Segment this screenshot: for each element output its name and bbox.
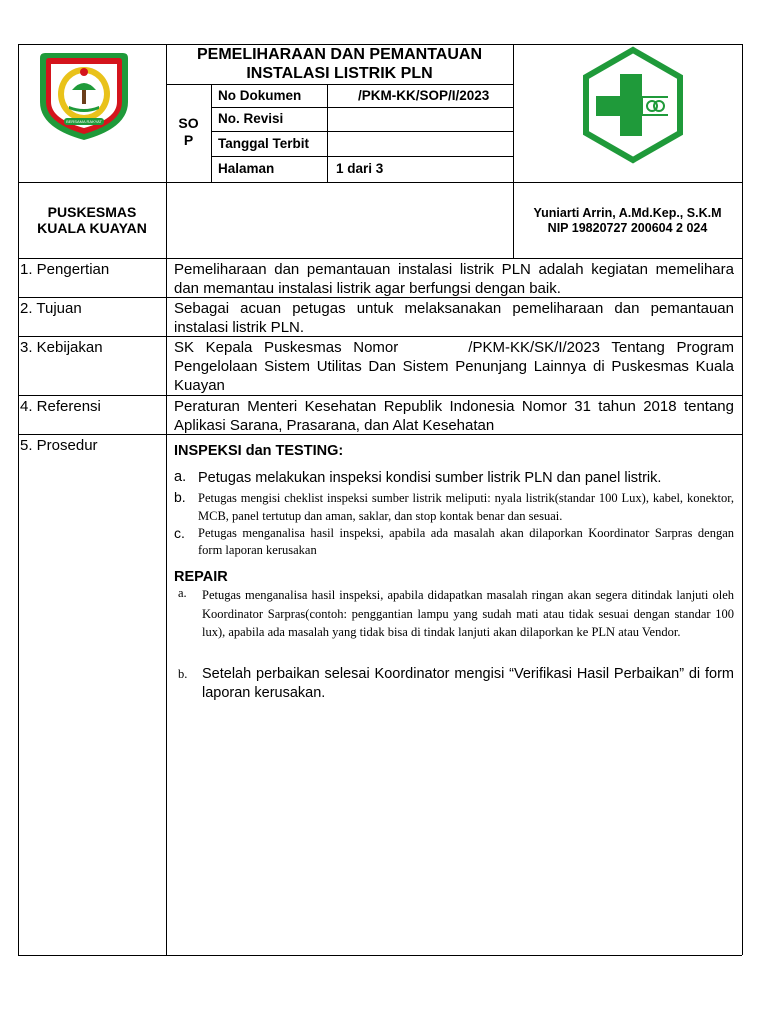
inspection-heading: INSPEKSI dan TESTING:: [174, 443, 344, 459]
signatory-nip: NIP 19820727 200604 2 024: [547, 221, 708, 235]
repair-heading: REPAIR: [174, 569, 228, 585]
section-text-purpose: Sebagai acuan petugas untuk melaksanakan pemeliharaan dan pemantauan instalasi listrik PLN.: [174, 300, 734, 336]
meta-label-document-number: No Dokumen: [218, 88, 302, 103]
section-label-policy: 3. Kebijakan: [20, 339, 103, 356]
inspection-step-a: a. Petugas melakukan inspeksi kondisi sumber listrik PLN dan panel listrik.: [174, 469, 662, 486]
section-text-reference: Peraturan Menteri Kesehatan Republik Indonesia Nomor 31 tahun 2018 tentang Aplikasi Sarana, Prasarana, dan Alat Kesehatan: [174, 398, 734, 434]
inspection-step-b: b. Petugas mengisi cheklist inspeksi sumber listrik meliputi: nyala listrik(standar 100 Lux), kabel, konektor, MCB, panel tertutup dan aman, saklar, dan stop kontak benar dan sesuai.: [174, 489, 734, 523]
section-label-definition: 1. Pengertian: [20, 261, 110, 278]
signatory: [513, 206, 742, 236]
title-line-2: INSTALASI LISTRIK PLN: [246, 65, 433, 82]
section-label-reference: 4. Referensi: [20, 398, 101, 415]
section-text-policy: SK Kepala Puskesmas Nomor /PKM-KK/SK/I/2023 Tentang Program Pengelolaan Sistem Utilitas Dan Sistem Penunjang Lainnya di Puskesmas Kuala Kuayan: [174, 339, 739, 394]
meta-label-page: Halaman: [218, 161, 275, 176]
document-title: [166, 45, 513, 83]
sop-label: SO P: [178, 115, 199, 148]
emblem-motto: BERSAMA RAKYAT: [66, 119, 102, 124]
title-line-1: PEMELIHARAAN DAN PEMANTAUAN: [196, 46, 483, 63]
meta-value-page: 1 dari 3: [336, 161, 384, 176]
meta-value-document-number: /PKM-KK/SOP/I/2023: [358, 88, 490, 103]
section-label-procedure: 5. Prosedur: [20, 437, 98, 454]
section-text-definition: Pemeliharaan dan pemantauan instalasi listrik PLN adalah kegiatan memelihara dan memantau instalasi listrik agar berfungsi dengan baik.: [174, 261, 734, 297]
meta-label-issue-date: Tanggal Terbit: [218, 136, 309, 151]
inspection-step-c: c. Petugas menganalisa hasil inspeksi, apabila ada masalah akan dilaporkan Koordinator Sarpras dengan form laporan kerusakan: [174, 525, 734, 557]
signatory-name: Yuniarti Arrin, A.Md.Kep., S.K.M: [533, 206, 722, 220]
puskesmas-logo: [580, 46, 686, 164]
meta-label-revision: No. Revisi: [218, 111, 284, 126]
section-label-purpose: 2. Tujuan: [20, 300, 82, 317]
regency-emblem: [36, 50, 132, 142]
repair-step-a: a. Petugas menganalisa hasil inspeksi, apabila didapatkan masalah ringan akan segera ditindak lanjuti oleh Koordinator Sarpras(contoh: penggantian lampu yang sudah mati atau tidak sesuai dengan standar 100 lux), apabila ada masalah yang tidak bisa di tindak lanjuti akan dilaporkan ke PLN atau Vendor.: [178, 586, 734, 639]
institution-name: PUSKESMAS KUALA KUAYAN: [37, 204, 147, 236]
repair-step-b: b. Setelah perbaikan selesai Koordinator mengisi “Verifikasi Hasil Perbaikan” di form laporan kerusakan.: [178, 666, 734, 701]
